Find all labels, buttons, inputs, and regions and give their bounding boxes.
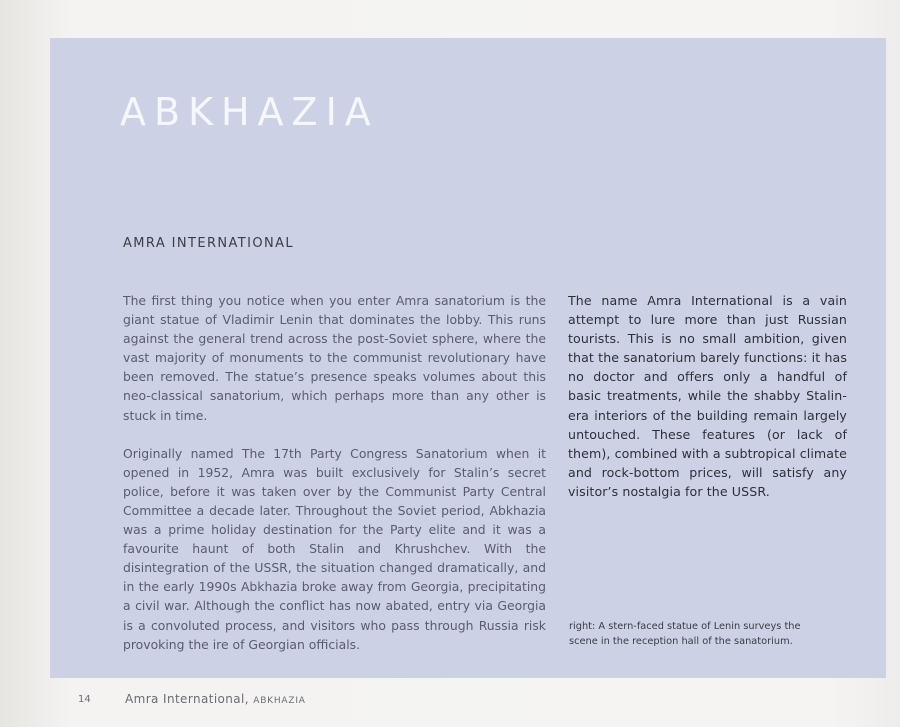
photo-caption: right: A stern-faced statue of Lenin surveys the scene in the reception hall of the sanatorium. — [569, 621, 801, 647]
left-column — [123, 291, 546, 673]
running-head — [125, 692, 306, 706]
right-paragraph-1: The name Amra International is a vain attempt to lure more than just Russian tourists. This is no small ambition, given that the sanatorium barely functions: it has no doctor and offers only a handful of basic treatments, while the shabby Stalin-era interiors of the building remain largely untouched. These features (or lack of them), combined with a subtropical climate and rock-bottom prices, will satisfy any visitor’s nostalgia for the USSR. — [568, 293, 847, 499]
section-title: AMRA INTERNATIONAL — [123, 236, 295, 251]
left-paragraph-1: The first thing you notice when you enter Amra sanatorium is the giant statue of Vladimir Lenin that dominates the lobby. This runs against the general trend across the post-Soviet sphere, where the vast majority of monuments to the communist revolutionary have been removed. The statue’s presence speaks volumes about this neo-classical sanatorium, which perhaps more than any other is stuck in time. — [123, 293, 546, 423]
page-number: 14 — [78, 694, 91, 705]
running-head-sub: ABKHAZIA — [253, 696, 306, 706]
running-head-title: Amra International, — [125, 692, 250, 706]
right-column — [568, 291, 847, 520]
page-footer — [0, 692, 900, 712]
left-paragraph-2: Originally named The 17th Party Congress Sanatorium when it opened in 1952, Amra was built exclusively for Stalin’s secret police, before it was taken over by the Communist Party Central Committee a decade later. Throughout the Soviet period, Abkhazia was a prime holiday destination for the Party elite and it was a favourite haunt of both Stalin and Khrushchev. With the disintegration of the USSR, the situation changed dramatically, and in the early 1990s Abkhazia broke away from Georgia, precipitating a civil war. Although the conflict has now abated, entry via Georgia is a convoluted process, and visitors who pass through Russia risk provoking the ire of Georgian officials. — [123, 445, 546, 652]
content-panel — [50, 38, 886, 678]
chapter-title: ABKHAZIA — [120, 90, 379, 134]
